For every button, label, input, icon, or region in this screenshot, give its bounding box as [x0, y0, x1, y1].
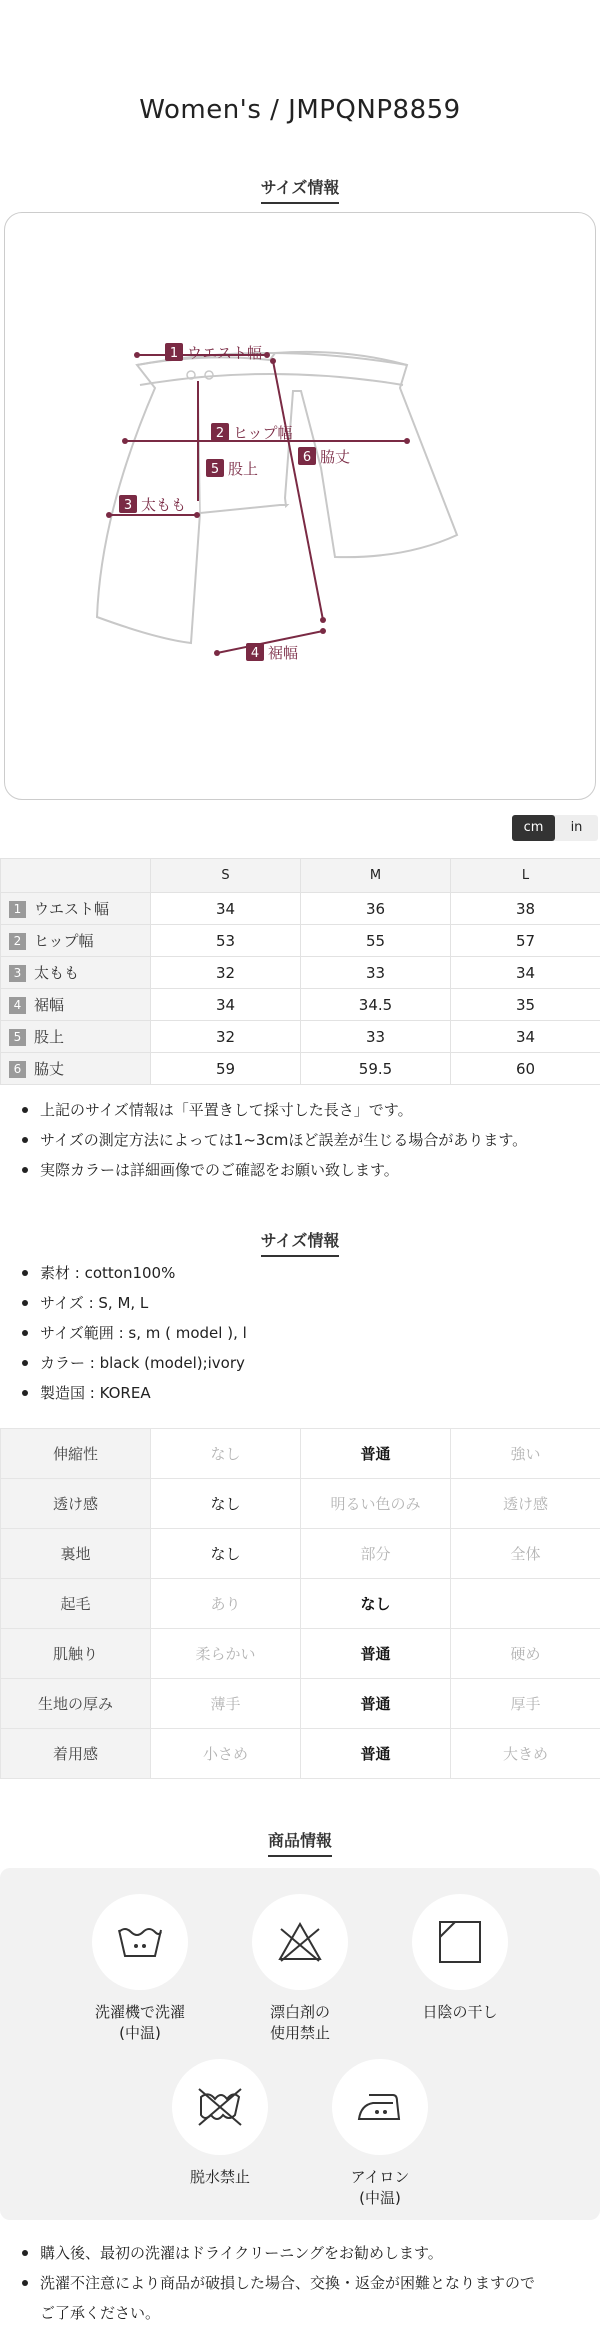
unit-cm-button[interactable]: cm [512, 815, 555, 841]
care-item-iron [315, 2059, 445, 2209]
size-cell: 33 [301, 1021, 451, 1053]
fabric-option: 小さめ [151, 1729, 301, 1779]
side-length-measure-line [273, 361, 323, 620]
fabric-option-selected: 普通 [301, 1429, 451, 1479]
row-label [1, 1053, 151, 1085]
fabric-option [451, 1579, 600, 1629]
table-row [1, 925, 600, 957]
unit-in-button[interactable]: in [570, 820, 583, 835]
table-row [1, 1053, 600, 1085]
size-cell: 34 [451, 1021, 600, 1053]
fabric-row-label: 透け感 [1, 1479, 151, 1529]
size-cell: 38 [451, 893, 600, 925]
row-label-text: ヒップ幅 [34, 932, 94, 950]
row-number-badge: 4 [9, 997, 26, 1014]
side-length-label [298, 447, 350, 466]
row-label [1, 925, 151, 957]
fabric-row-label: 着用感 [1, 1729, 151, 1779]
fabric-option: 薄手 [151, 1679, 301, 1729]
fabric-option-selected: 普通 [301, 1679, 451, 1729]
hip-label-text: ヒップ幅 [233, 424, 293, 442]
fabric-row-label: 起毛 [1, 1579, 151, 1629]
size-cell: 60 [451, 1053, 600, 1085]
product-info-heading [0, 1828, 600, 1857]
fabric-row-label: 裏地 [1, 1529, 151, 1579]
size-info-heading-2 [0, 1228, 600, 1257]
side-length-label-num: 6 [302, 450, 312, 465]
shorts-illustration [5, 213, 597, 801]
washing-machine-icon [115, 1920, 165, 1964]
row-label-text: 脇丈 [34, 1060, 65, 1078]
unit-toggle [512, 815, 598, 841]
care-notes [14, 2238, 594, 2328]
table-row [1, 1579, 600, 1629]
hip-label-num: 2 [215, 426, 225, 441]
size-column-l: L [451, 859, 600, 893]
care-instructions [0, 1868, 600, 2220]
fabric-option-selected: なし [151, 1529, 301, 1579]
list-item: 洗濯不注意により商品が破損した場合、交換・返金が困難となりますので ご了承ください。 [14, 2268, 594, 2328]
care-item-no-bleach [235, 1894, 365, 2044]
list-item: サイズ範囲 : s, m ( model ), l [14, 1318, 594, 1348]
hem-label [246, 643, 298, 662]
care-item-no-spin [155, 2059, 285, 2188]
fabric-table [0, 1428, 600, 1779]
table-row [1, 1429, 600, 1479]
table-row [1, 1629, 600, 1679]
fabric-option-selected: 普通 [301, 1629, 451, 1679]
size-cell: 34 [151, 893, 301, 925]
row-label-text: 太もも [34, 964, 80, 982]
size-column-m: M [301, 859, 451, 893]
size-cell: 35 [451, 989, 600, 1021]
iron-icon [355, 2087, 405, 2127]
table-row [1, 957, 600, 989]
hip-label [211, 423, 293, 442]
hem-label-num: 4 [250, 646, 260, 661]
row-label [1, 1021, 151, 1053]
list-item: 製造国 : KOREA [14, 1378, 594, 1408]
fabric-option: あり [151, 1579, 301, 1629]
fabric-option: なし [151, 1429, 301, 1479]
measurement-diagram [4, 212, 596, 800]
spec-list [14, 1258, 594, 1408]
row-number-badge: 3 [9, 965, 26, 982]
list-item: サイズの測定方法によっては1~3cmほど誤差が生じる場合があります。 [14, 1125, 594, 1155]
list-item: カラー : black (model);ivory [14, 1348, 594, 1378]
row-number-badge: 6 [9, 1061, 26, 1078]
no-bleach-icon [275, 1919, 325, 1965]
list-item: 購入後、最初の洗濯はドライクリーニングをお勧めします。 [14, 2238, 594, 2268]
waist-label [165, 343, 262, 362]
size-table [0, 858, 600, 1085]
fabric-row-label: 肌触り [1, 1629, 151, 1679]
table-row [1, 1679, 600, 1729]
size-cell: 33 [301, 957, 451, 989]
care-item-shade-dry [395, 1894, 525, 2023]
shade-dry-icon [437, 1919, 483, 1965]
no-spin-dry-icon [195, 2085, 245, 2129]
fabric-option: 透け感 [451, 1479, 600, 1529]
side-length-label-text: 脇丈 [320, 448, 351, 466]
fabric-option-selected: なし [151, 1479, 301, 1529]
product-info-heading-text: 商品情報 [268, 1828, 332, 1857]
fabric-option: 大きめ [451, 1729, 600, 1779]
size-cell: 34.5 [301, 989, 451, 1021]
table-row [1, 1729, 600, 1779]
thigh-label [119, 495, 186, 514]
fabric-row-label: 伸縮性 [1, 1429, 151, 1479]
size-cell: 55 [301, 925, 451, 957]
row-number-badge: 2 [9, 933, 26, 950]
row-label [1, 957, 151, 989]
size-cell: 53 [151, 925, 301, 957]
care-label: 脱水禁止 [189, 2168, 250, 2186]
rise-label [206, 459, 258, 478]
fabric-option: 部分 [301, 1529, 451, 1579]
row-label-text: 股上 [34, 1028, 65, 1046]
waist-label-num: 1 [169, 346, 179, 361]
size-cell: 32 [151, 957, 301, 989]
product-title: Women's / JMPQNP8859 [139, 95, 461, 125]
size-cell: 59 [151, 1053, 301, 1085]
fabric-option: 強い [451, 1429, 600, 1479]
rise-label-text: 股上 [228, 460, 259, 478]
size-table-header [1, 859, 600, 893]
fabric-option-selected: なし [301, 1579, 451, 1629]
row-number-badge: 1 [9, 901, 26, 918]
row-label [1, 893, 151, 925]
row-number-badge: 5 [9, 1029, 26, 1046]
row-label-text: ウエスト幅 [34, 900, 110, 918]
size-info-heading-text: サイズ情報 [261, 175, 340, 204]
list-item: 上記のサイズ情報は「平置きして採寸した長さ」です。 [14, 1095, 594, 1125]
size-info-heading [0, 175, 600, 204]
size-info-heading-2-text: サイズ情報 [261, 1228, 340, 1257]
fabric-option-selected: 普通 [301, 1729, 451, 1779]
size-column-s: S [151, 859, 301, 893]
care-label: アイロン (中温) [350, 2168, 410, 2207]
size-table-corner [1, 859, 151, 893]
row-label-text: 裾幅 [34, 996, 65, 1014]
care-item-wash [75, 1894, 205, 2044]
table-row [1, 1021, 600, 1053]
row-label [1, 989, 151, 1021]
hem-label-text: 裾幅 [268, 644, 299, 662]
table-row [1, 893, 600, 925]
table-row [1, 1479, 600, 1529]
waist-label-text: ウエスト幅 [187, 344, 263, 362]
fabric-option: 明るい色のみ [301, 1479, 451, 1529]
list-item: 実際カラーは詳細画像でのご確認をお願い致します。 [14, 1155, 594, 1185]
fabric-option: 全体 [451, 1529, 600, 1579]
size-cell: 34 [151, 989, 301, 1021]
care-label: 漂白剤の 使用禁止 [269, 2003, 330, 2042]
rise-label-num: 5 [210, 462, 220, 477]
fabric-option: 硬め [451, 1629, 600, 1679]
thigh-label-text: 太もも [141, 496, 187, 514]
size-cell: 34 [451, 957, 600, 989]
size-cell: 32 [151, 1021, 301, 1053]
size-cell: 36 [301, 893, 451, 925]
table-row [1, 989, 600, 1021]
care-label: 日陰の干し [422, 2003, 498, 2021]
fabric-row-label: 生地の厚み [1, 1679, 151, 1729]
list-item: サイズ : S, M, L [14, 1288, 594, 1318]
fabric-option: 柔らかい [151, 1629, 301, 1679]
thigh-label-num: 3 [123, 498, 133, 513]
care-label: 洗濯機で洗濯 (中温) [94, 2003, 185, 2042]
fabric-option: 厚手 [451, 1679, 600, 1729]
table-row [1, 1529, 600, 1579]
size-notes [14, 1095, 594, 1185]
list-item: 素材 : cotton100% [14, 1258, 594, 1288]
size-cell: 57 [451, 925, 600, 957]
size-cell: 59.5 [301, 1053, 451, 1085]
